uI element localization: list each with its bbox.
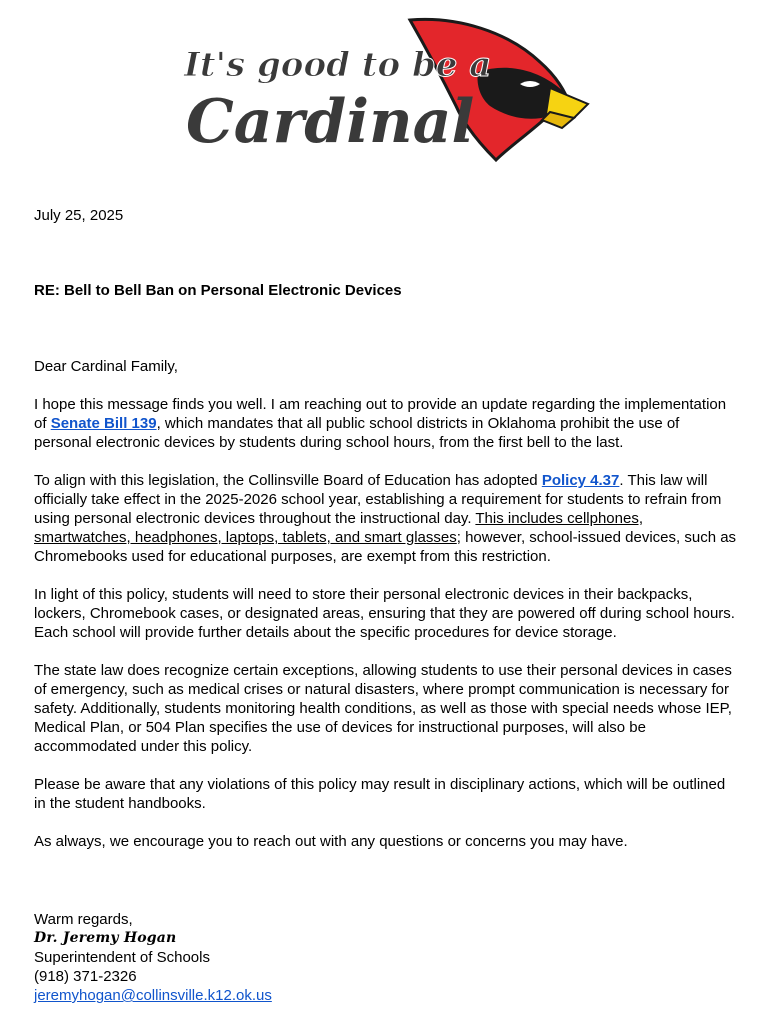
- logo-line1: It's good to be a: [184, 45, 492, 85]
- signer-title: Superintendent of Schools: [34, 949, 210, 966]
- paragraph-5: Please be aware that any violations of this policy may result in disciplinary actions, which will be outlined in the student handbooks.: [34, 776, 726, 812]
- greeting: Dear Cardinal Family,: [34, 358, 178, 375]
- logo-line2: Cardinal: [186, 87, 475, 157]
- policy-link[interactable]: Policy 4.37: [541, 472, 620, 489]
- p2-text-after: ; however, school-issued devices, such as Chromebooks used for educational purposes, are exempt from this restriction.: [34, 529, 737, 565]
- p2-text-middle: . This law will officially take effect in the 2025-2026 school year, establishing a requirement for students to refrain from using personal electronic devices throughout the instructional day.: [34, 472, 722, 527]
- paragraph-6: As always, we encourage you to reach out with any questions or concerns you may have.: [34, 833, 628, 850]
- paragraph-1: [34, 395, 739, 452]
- p2-text-before: To align with this legislation, the Collinsville Board of Education has adopted: [34, 472, 542, 489]
- senate-bill-link[interactable]: Senate Bill 139: [50, 415, 157, 432]
- signature: Dr. Jeremy Hogan: [34, 930, 177, 946]
- closing-regards: Warm regards,: [34, 911, 133, 928]
- p2-device-list: This includes cellphones, smartwatches, headphones, laptops, tablets, and smart glasses: [34, 510, 643, 546]
- p1-text-before: I hope this message finds you well. I am reaching out to provide an update regarding the implementation of: [34, 396, 727, 432]
- school-logo: [178, 14, 598, 164]
- logo-graphic: [178, 14, 598, 164]
- closing-block: [34, 910, 272, 1005]
- p1-text-after: , which mandates that all public school districts in Oklahoma prohibit the use of personal electronic devices by students during school hours, from the first bell to the last.: [34, 415, 680, 451]
- letter-body: [34, 357, 739, 870]
- paragraph-4: The state law does recognize certain exceptions, allowing students to use their personal devices in cases of emergency, such as medical crises or natural disasters, where prompt communication is necessary for safety. Additionally, students monitoring health conditions, as well as those with special needs whose IEP, Medical Plan, or 504 Plan specifies the use of devices for instructional purposes, will also be accommodated under this policy.: [34, 662, 732, 755]
- signer-phone: (918) 371-2326: [34, 968, 137, 985]
- signer-email-link[interactable]: jeremyhogan@collinsville.k12.ok.us: [34, 987, 272, 1004]
- letter-date: July 25, 2025: [34, 207, 124, 224]
- paragraph-2: [34, 471, 739, 566]
- letter-subject: RE: Bell to Bell Ban on Personal Electronic Devices: [34, 282, 402, 299]
- paragraph-3: In light of this policy, students will need to store their personal electronic devices in their backpacks, lockers, Chromebook cases, or designated areas, ensuring that they are powered off during school hours. Each school will provide further details about the specific procedures for device storage.: [34, 586, 735, 641]
